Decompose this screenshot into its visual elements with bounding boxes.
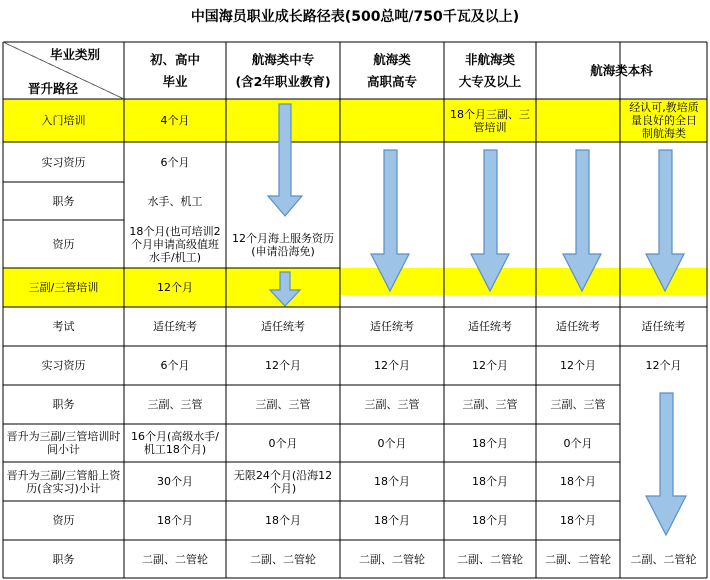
cell-value: 16个月(高级水手/机工18个月) (131, 430, 219, 456)
col-header-vocational: 航海类 高职高专 (366, 51, 417, 89)
cell-value: 适任统考 (153, 320, 197, 333)
cell-value: 经认可,教培质量良好的全日制航海类 (629, 101, 699, 140)
cell-value: 12个月 (157, 281, 193, 294)
page-title: 中国海员职业成长路径表(500总吨/750千瓦及以上) (190, 9, 520, 25)
col-header-secondary: 航海类中专 (含2年职业教育) (235, 51, 331, 89)
cell-value: 18个月 (374, 514, 410, 527)
cell-value: 12个月 (265, 359, 301, 372)
cell-value: 18个月(也可培训2个月申请高级值班水手/机工) (129, 224, 221, 264)
cell-value: 18个月 (374, 475, 410, 488)
cell-value: 6个月 (160, 155, 190, 169)
cell-value: 二副、二管轮 (142, 552, 208, 566)
corner-bottom-label: 晋升路径 (27, 80, 78, 96)
cell-value: 18个月 (472, 436, 508, 450)
cell-value: 18个月 (265, 514, 301, 527)
col-header-non-nautical: 非航海类 大专及以上 (458, 51, 522, 89)
cell-value: 二副、二管轮 (545, 552, 611, 566)
row-label: 资历 (52, 514, 75, 527)
row-label: 考试 (52, 320, 75, 333)
cell-value: 12个月 (472, 359, 508, 372)
cell-value: 18个月 (560, 514, 596, 527)
cell-value: 4个月 (160, 114, 190, 127)
cell-value: 适任统考 (641, 320, 686, 333)
row-label: 资历 (52, 237, 75, 251)
cell-value: 适任统考 (370, 320, 414, 333)
row-label: 职务 (52, 398, 75, 411)
cell-value: 适任统考 (261, 320, 305, 333)
row-label: 实习资历 (41, 359, 86, 372)
cell-value: 18个月三副、三管培训 (450, 107, 530, 134)
cell-value: 适任统考 (468, 320, 512, 333)
cell-value: 0个月 (377, 436, 407, 450)
cell-value: 二副、二管轮 (359, 552, 425, 566)
cell-value: 三副、三管 (364, 398, 420, 411)
row-label: 三副/三管培训 (28, 281, 99, 294)
cell-value: 三副、三管 (462, 398, 518, 411)
col-header-bachelor: 航海类本科 (590, 62, 653, 78)
cell-value: 12个月 (374, 359, 410, 372)
cell-value: 12个月 (560, 359, 596, 372)
cell-value: 二副、二管轮 (457, 552, 523, 566)
cell-value: 无限24个月(沿海12个月) (233, 468, 333, 495)
cell-value: 水手、机工 (147, 194, 203, 208)
cell-value: 三副、三管 (550, 398, 606, 411)
cell-value: 0个月 (563, 436, 593, 450)
cell-value: 三副、三管 (147, 398, 203, 411)
row-label: 实习资历 (41, 155, 86, 169)
arrow-down-icon (646, 393, 686, 535)
corner-top-label: 毕业类别 (49, 46, 100, 62)
row-label: 职务 (52, 552, 75, 566)
cell-value: 二副、二管轮 (250, 552, 316, 566)
highlight-training-row-right (340, 268, 707, 295)
row-label: 晋升为三副/三管船上资历(含实习)小计 (6, 468, 121, 495)
cell-value: 三副、三管 (255, 398, 311, 411)
cell-value: 18个月 (472, 514, 508, 527)
cell-value: 0个月 (268, 436, 298, 450)
cell-value: 12个月 (645, 359, 682, 372)
cell-value: 6个月 (160, 359, 190, 372)
row-label: 晋升为三副/三管培训时间小计 (6, 430, 121, 456)
cell-value: 二副、二管轮 (630, 552, 697, 566)
cell-value: 18个月 (560, 475, 596, 488)
row-label: 职务 (52, 194, 75, 208)
cell-value: 18个月 (157, 514, 193, 527)
cell-value: 适任统考 (556, 320, 600, 333)
cell-value: 12个月海上服务资历(申请沿海免) (232, 232, 334, 258)
cell-value: 18个月 (472, 475, 508, 488)
col-header-junior: 初、高中 毕业 (149, 51, 200, 89)
row-label: 入门培训 (41, 114, 86, 127)
cell-value: 30个月 (157, 475, 193, 488)
